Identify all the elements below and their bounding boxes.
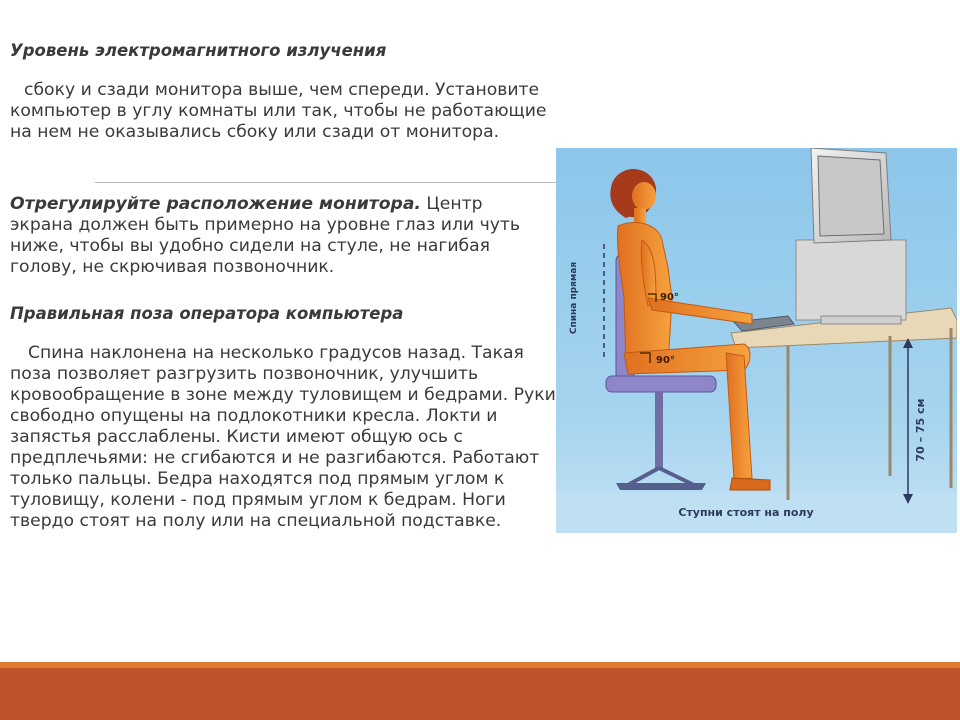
heading-emission: Уровень электромагнитного излучения — [10, 41, 387, 60]
divider-line — [95, 182, 557, 183]
paragraph-monitor — [10, 194, 550, 278]
heading-monitor: Отрегулируйте расположение монитора. — [10, 194, 421, 214]
label-hip-angle: 90° — [656, 355, 675, 366]
heading-posture: Правильная поза оператора компьютера — [10, 304, 404, 323]
posture-illustration — [556, 148, 957, 533]
footer-bar — [0, 662, 960, 720]
paragraph-emission: сбоку и сзади монитора выше, чем спереди. Установите компьютер в углу комнаты или так, чтобы не работающие на нем не оказывались сбоку или сзади от монитора. — [10, 80, 547, 142]
label-table-height: 70 – 75 см — [914, 398, 927, 462]
paragraph-posture: Спина наклонена на несколько градусов назад. Такая поза позволяет разгрузить позвоночник, улучшить кровообращение в зоне между туловищем и бедрами. Руки свободно опущены на подлокотники кресла. Локти и запястья расслаблены. Кисти имеют общую ось с предплечьями: не сгибаются и не разгибаются. Работают только пальцы. Бедра находятся под прямым углом к туловищу, колени - под прямым углом к бедрам. Ноги твердо стоят на полу или на специальной подставке. — [10, 343, 556, 531]
paragraph-monitor-body: Центр экрана должен быть примерно на уровне глаз или чуть ниже, чтобы вы удобно сидели на стуле, не нагибая голову, не скрючивая позвоночник. — [10, 194, 521, 277]
label-elbow-angle: 90° — [660, 292, 679, 303]
label-back-straight: Спина прямая — [569, 261, 579, 335]
footer-stripe — [0, 662, 960, 668]
label-feet-on-floor: Ступни стоят на полу — [678, 506, 814, 519]
